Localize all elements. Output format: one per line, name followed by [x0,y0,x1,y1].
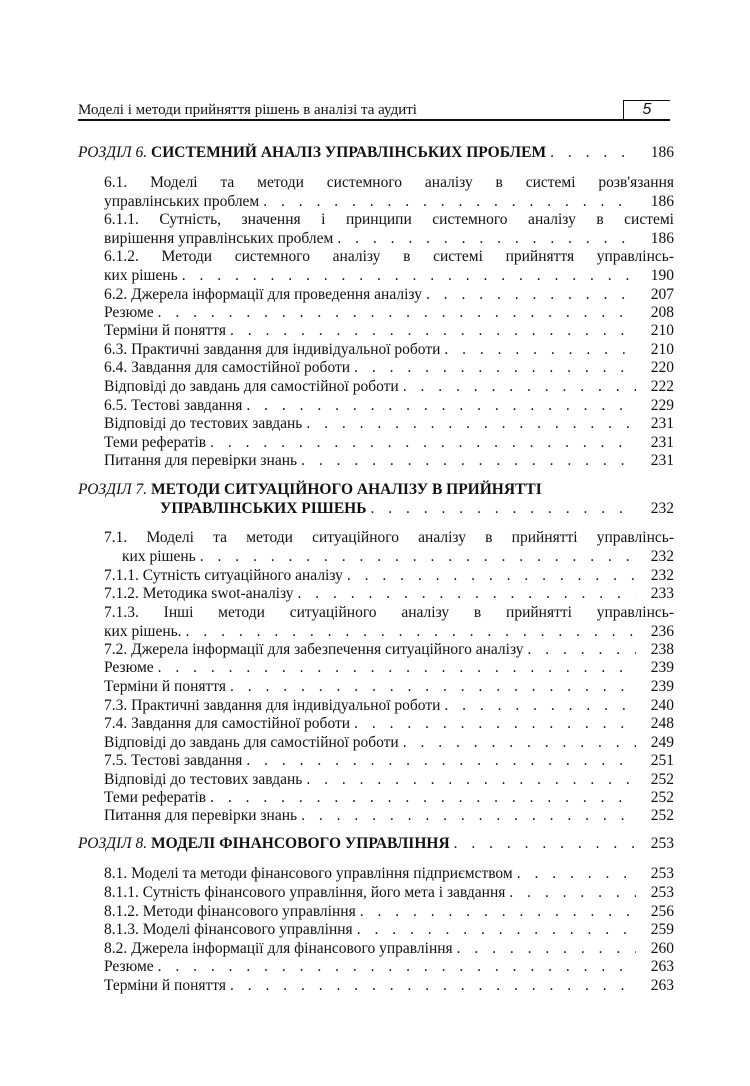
page-ref: 240 [650,697,674,714]
page-ref: 260 [650,940,674,957]
toc-entry-7-1-2[interactable] [104,584,674,603]
dot-leader [182,266,636,285]
dot-leader [158,957,636,976]
page-ref: 232 [650,500,674,517]
dot-leader [200,547,636,566]
toc-entry-7-5[interactable] [104,751,674,770]
entry-text: 7.1.2. Методика swot-аналізу [104,585,294,602]
entry-text: 8.1. Моделі та методи фінансового управління підприємством [104,865,513,882]
page-ref: 232 [650,548,674,565]
page-ref: 249 [650,734,674,751]
toc-entry-7-2[interactable] [104,640,674,659]
entry-text: 7.4. Завдання для самостійної роботи [104,715,351,732]
page-ref: 239 [650,678,674,695]
toc-entry-8-resume[interactable] [104,957,674,976]
page-ref: 186 [650,230,674,247]
toc-entry-7-resume[interactable] [104,658,674,677]
page-ref: 239 [650,659,674,676]
entry-text: Відповіді до тестових завдань [104,415,303,432]
entry-text-line1: 7.1. Моделі та методи ситуаційного аналізу в прийнятті управлінсь- [104,529,674,546]
entry-text: Відповіді до завдань для самостійної роботи [104,734,399,751]
dot-leader [306,770,636,789]
chapter-title-line2: УПРАВЛІНСЬКИХ РІШЕНЬ [160,500,367,517]
dot-leader [517,864,636,883]
toc-entry-6-5[interactable] [104,396,674,415]
toc-entry-7-1-3[interactable] [104,603,674,641]
entry-text: Питання для перевірки знань [104,807,298,824]
dot-leader [263,192,636,211]
page-ref: 190 [650,267,674,284]
dot-leader [370,499,636,518]
toc-entry-8-terms[interactable] [104,976,674,995]
entry-text: Питання для перевірки знань [104,452,298,469]
page-ref: 220 [650,359,674,376]
toc-entry-8-2[interactable] [104,939,674,958]
dot-leader [230,976,636,995]
dot-leader [158,303,636,322]
entry-text-line1: 6.1.1. Сутність, значення і принципи системного аналізу в системі [104,211,674,228]
page-ref: 263 [650,977,674,994]
dot-leader [509,883,636,902]
entry-text: 7.3. Практичні завдання для індивідуальної роботи [104,697,441,714]
toc-entry-6-resume[interactable] [104,303,674,322]
toc-chapter-6[interactable] [78,143,674,162]
page-ref: 208 [650,304,674,321]
page-ref: 263 [650,958,674,975]
dot-leader [230,677,636,696]
entry-text: Терміни й поняття [104,977,226,994]
entry-text: 6.2. Джерела інформації для проведення аналізу [104,286,422,303]
page-ref: 253 [650,884,674,901]
toc-entry-8-1-1[interactable] [104,883,674,902]
dot-leader [360,902,636,921]
page-ref: 252 [650,807,674,824]
toc-entry-8-1[interactable] [104,864,674,883]
entry-text: 7.2. Джерела інформації для забезпечення ситуаційного аналізу [104,641,524,658]
entry-text-line1: 7.1.3. Інші методи ситуаційного аналізу в прийнятті управлінсь- [104,604,674,621]
toc-entry-7-terms[interactable] [104,677,674,696]
toc-entry-7-test-answers[interactable] [104,770,674,789]
dot-leader [301,806,636,825]
chapter-title-line1: МЕТОДИ СИТУАЦІЙНОГО АНАЛІЗУ В ПРИЙНЯТТІ [151,481,542,498]
page-ref: 259 [650,921,674,938]
page-ref: 236 [650,623,674,640]
entry-text-line1: 6.1. Моделі та методи системного аналізу в системі розв'язання [104,174,674,191]
dot-leader [298,584,636,603]
page-ref: 210 [650,322,674,339]
page-ref: 252 [650,771,674,788]
chapter-label: РОЗДІЛ 7. [78,481,148,498]
chapter-title: СИСТЕМНИЙ АНАЛІЗ УПРАВЛІНСЬКИХ ПРОБЛЕМ [151,144,547,161]
toc-entry-6-test-answers[interactable] [104,414,674,433]
toc-entry-6-1-1[interactable] [104,210,674,248]
entry-text: 7.1.1. Сутність ситуаційного аналізу [104,567,343,584]
page-ref: 231 [650,452,674,469]
entry-text: Терміни й поняття [104,678,226,695]
toc-entry-8-1-2[interactable] [104,902,674,921]
page-ref: 233 [650,585,674,602]
toc-entry-6-answers[interactable] [104,377,674,396]
entry-text-line2: ких рішень [122,548,196,565]
dot-leader [444,340,636,359]
entry-text: Відповіді до тестових завдань [104,771,303,788]
chapter-title: МОДЕЛІ ФІНАНСОВОГО УПРАВЛІННЯ [151,835,450,852]
entry-text: 6.4. Завдання для самостійної роботи [104,359,351,376]
entry-text: Терміни й поняття [104,322,226,339]
dot-leader [354,714,636,733]
dot-leader [301,451,636,470]
toc-entry-6-essays[interactable] [104,433,674,452]
entry-text-line1: 6.1.2. Методи системного аналізу в системі прийняття управлінсь- [104,248,674,265]
page-ref: 253 [650,835,674,852]
toc-entry-6-3[interactable] [104,340,674,359]
toc-entry-6-questions[interactable] [104,451,674,470]
chapter-label: РОЗДІЛ 6. [78,144,148,161]
page-ref: 231 [650,434,674,451]
toc-chapter-8[interactable] [78,834,674,853]
page-ref: 186 [650,144,674,161]
dot-leader [230,321,636,340]
entry-text: Теми рефератів [104,789,207,806]
entry-text: Резюме [104,958,154,975]
entry-text: 7.5. Тестові завдання [104,752,243,769]
page-number: 5 [623,100,670,119]
entry-text: 6.5. Тестові завдання [104,397,243,414]
dot-leader [403,733,636,752]
page-ref: 210 [650,341,674,358]
toc-chapter-7[interactable] [78,480,674,518]
dot-leader [210,788,636,807]
entry-text: Відповіді до завдань для самостійної роботи [104,378,399,395]
toc-entry-7-essays[interactable] [104,788,674,807]
toc-entry-7-3[interactable] [104,696,674,715]
entry-text: 8.2. Джерела інформації для фінансового управління [104,940,453,957]
entry-text: Теми рефератів [104,434,207,451]
page-ref: 248 [650,715,674,732]
toc-entry-7-answers[interactable] [104,733,674,752]
dot-leader [210,433,636,452]
page-ref: 232 [650,567,674,584]
dot-leader [550,143,636,162]
dot-leader [357,920,636,939]
entry-text: 6.3. Практичні завдання для індивідуальної роботи [104,341,441,358]
dot-leader [444,696,636,715]
toc-entry-8-1-3[interactable] [104,920,674,939]
page-ref: 253 [650,865,674,882]
page-ref: 207 [650,286,674,303]
page-ref: 238 [650,641,674,658]
toc-entry-7-1[interactable] [104,528,674,566]
toc-entry-6-2[interactable] [104,285,674,304]
entry-text-line2: управлінських проблем [104,193,260,210]
entry-text: 8.1.1. Сутність фінансового управління, його мета і завдання [104,884,506,901]
dot-leader [403,377,636,396]
dot-leader [158,658,636,677]
page-ref: 229 [650,397,674,414]
dot-leader [246,396,636,415]
header-title: Моделі і методи прийняття рішень в аналізі та аудиті [78,102,417,118]
page-ref: 186 [650,193,674,210]
toc-entry-6-1[interactable] [104,173,674,211]
dot-leader [337,229,636,248]
page-ref: 256 [650,903,674,920]
page-ref: 222 [650,378,674,395]
dot-leader [426,285,636,304]
entry-text-line2: вирішення управлінських проблем [104,230,334,247]
entry-text: 8.1.2. Методи фінансового управління [104,903,356,920]
dot-leader [354,358,636,377]
toc-entry-6-4[interactable] [104,358,674,377]
dot-leader [457,939,636,958]
dot-leader [186,622,636,641]
chapter-label: РОЗДІЛ 8. [78,835,148,852]
dot-leader [528,640,636,659]
entry-text: Резюме [104,304,154,321]
toc-entry-7-1-1[interactable] [104,566,674,585]
page-ref: 252 [650,789,674,806]
entry-text-line2: ких рішень [104,267,178,284]
toc-entry-7-4[interactable] [104,714,674,733]
entry-text-line2: ких рішень. [104,623,182,640]
toc-entry-6-1-2[interactable] [104,247,674,285]
dot-leader [246,751,636,770]
dot-leader [347,566,636,585]
dot-leader [306,414,636,433]
toc-entry-6-terms[interactable] [104,321,674,340]
entry-text: 8.1.3. Моделі фінансового управління [104,921,353,938]
page-ref: 231 [650,415,674,432]
entry-text: Резюме [104,659,154,676]
dot-leader [454,834,636,853]
page-ref: 251 [650,752,674,769]
toc-entry-7-questions[interactable] [104,806,674,825]
